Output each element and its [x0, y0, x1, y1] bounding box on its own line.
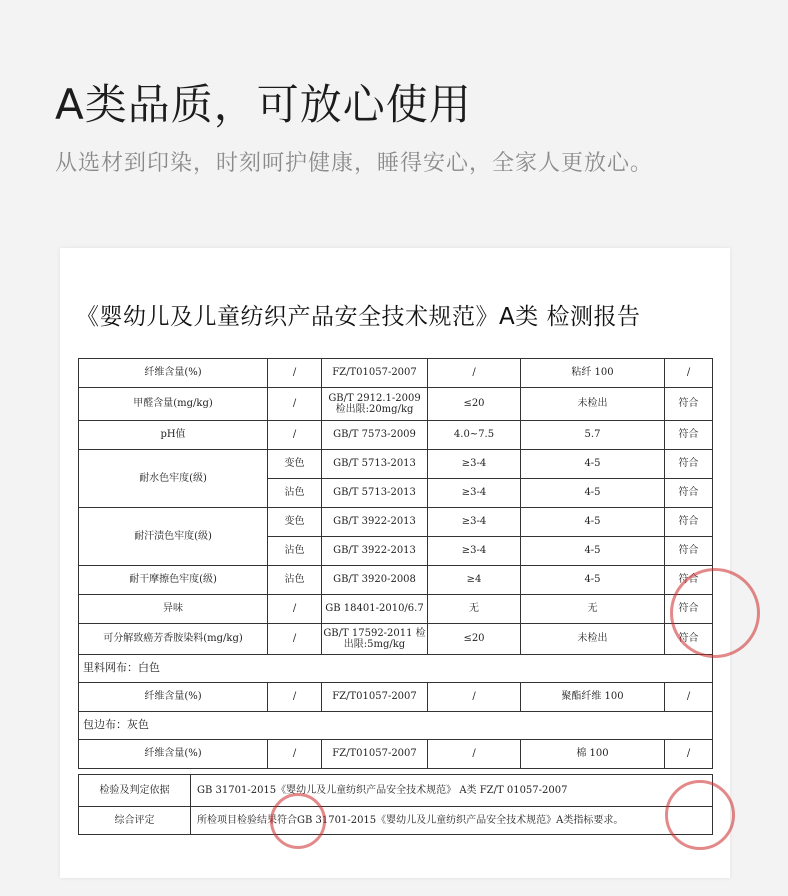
- requirement-cell: ≥3-4: [428, 537, 521, 566]
- item-cell: 甲醛含量(mg/kg): [79, 388, 268, 421]
- table-row: [79, 388, 713, 421]
- page-subtitle: 从选材到印染，时刻呵护健康，睡得安心，全家人更放心。: [55, 151, 654, 176]
- item-cell: 可分解致癌芳香胺染料(mg/kg): [79, 624, 268, 655]
- sub-cell: /: [268, 359, 322, 388]
- test-results-table: [78, 358, 713, 769]
- sub-cell: /: [268, 595, 322, 624]
- judgement-cell: 符合: [665, 450, 713, 479]
- requirement-cell: ≤20: [428, 624, 521, 655]
- conclusion-table: [78, 774, 713, 835]
- judgement-cell: 符合: [665, 624, 713, 655]
- method-cell: GB/T 2912.1-2009 检出限:20mg/kg: [322, 388, 428, 421]
- sub-cell: /: [268, 421, 322, 450]
- requirement-cell: /: [428, 683, 521, 712]
- result-cell: 5.7: [521, 421, 665, 450]
- method-cell: GB/T 3922-2013: [322, 508, 428, 537]
- method-cell: FZ/T01057-2007: [322, 359, 428, 388]
- item-cell: 纤维含量(%): [79, 359, 268, 388]
- judgement-cell: 符合: [665, 595, 713, 624]
- test-report-document: [60, 248, 730, 878]
- table-row: [79, 421, 713, 450]
- result-cell: 无: [521, 595, 665, 624]
- requirement-cell: ≥4: [428, 566, 521, 595]
- sub-cell: 变色: [268, 508, 322, 537]
- judgement-cell: 符合: [665, 421, 713, 450]
- judgement-cell: /: [665, 359, 713, 388]
- basis-value: GB 31701-2015《婴幼儿及儿童纺织产品安全技术规范》 A类 FZ/T 01057-2007: [191, 775, 713, 807]
- method-cell: GB/T 3920-2008: [322, 566, 428, 595]
- requirement-cell: ≥3-4: [428, 508, 521, 537]
- item-cell: 异味: [79, 595, 268, 624]
- item-cell: 耐汗渍色牢度(级): [79, 508, 268, 566]
- red-seal-stamp: [270, 793, 326, 849]
- table-row: [79, 566, 713, 595]
- result-cell: 4-5: [521, 537, 665, 566]
- item-cell: 耐干摩擦色牢度(级): [79, 566, 268, 595]
- requirement-cell: /: [428, 740, 521, 769]
- table-row: [79, 508, 713, 537]
- sub-cell: 沾色: [268, 537, 322, 566]
- result-cell: 粘纤 100: [521, 359, 665, 388]
- sub-cell: 沾色: [268, 566, 322, 595]
- result-cell: 聚酯纤维 100: [521, 683, 665, 712]
- requirement-cell: 4.0~7.5: [428, 421, 521, 450]
- item-cell: 耐水色牢度(级): [79, 450, 268, 508]
- table-row: [79, 595, 713, 624]
- red-seal-stamp: [665, 780, 735, 850]
- report-title: 《婴幼儿及儿童纺织产品安全技术规范》A类 检测报告: [76, 304, 641, 330]
- item-cell: pH值: [79, 421, 268, 450]
- judgement-cell: 符合: [665, 388, 713, 421]
- requirement-cell: ≤20: [428, 388, 521, 421]
- binding-section-label: 包边布：灰色: [79, 712, 713, 740]
- method-cell: GB/T 5713-2013: [322, 479, 428, 508]
- sub-cell: /: [268, 388, 322, 421]
- judgement-cell: 符合: [665, 537, 713, 566]
- method-cell: FZ/T01057-2007: [322, 683, 428, 712]
- lining-section-label: 里料网布：白色: [79, 655, 713, 683]
- sub-cell: /: [268, 624, 322, 655]
- result-cell: 4-5: [521, 479, 665, 508]
- result-cell: 棉 100: [521, 740, 665, 769]
- sub-cell: /: [268, 683, 322, 712]
- section-row: [79, 712, 713, 740]
- judgement-cell: 符合: [665, 479, 713, 508]
- basis-label: 检验及判定依据: [79, 775, 191, 807]
- sub-cell: 变色: [268, 450, 322, 479]
- table-row: [79, 683, 713, 712]
- requirement-cell: 无: [428, 595, 521, 624]
- method-cell: FZ/T01057-2007: [322, 740, 428, 769]
- requirement-cell: /: [428, 359, 521, 388]
- item-cell: 纤维含量(%): [79, 683, 268, 712]
- table-row: [79, 359, 713, 388]
- result-cell: 未检出: [521, 388, 665, 421]
- method-cell: GB 18401-2010/6.7: [322, 595, 428, 624]
- sub-cell: 沾色: [268, 479, 322, 508]
- judgement-cell: /: [665, 683, 713, 712]
- section-row: [79, 655, 713, 683]
- result-cell: 4-5: [521, 566, 665, 595]
- table-row: [79, 624, 713, 655]
- sub-cell: /: [268, 740, 322, 769]
- table-row: [79, 450, 713, 479]
- result-cell: 未检出: [521, 624, 665, 655]
- method-cell: GB/T 17592-2011 检出限:5mg/kg: [322, 624, 428, 655]
- requirement-cell: ≥3-4: [428, 450, 521, 479]
- verdict-label: 综合评定: [79, 807, 191, 835]
- method-cell: GB/T 7573-2009: [322, 421, 428, 450]
- table-row: [79, 775, 713, 807]
- table-row: [79, 807, 713, 835]
- judgement-cell: 符合: [665, 566, 713, 595]
- item-cell: 纤维含量(%): [79, 740, 268, 769]
- method-cell: GB/T 5713-2013: [322, 450, 428, 479]
- red-seal-stamp: [670, 568, 760, 658]
- judgement-cell: /: [665, 740, 713, 769]
- verdict-value: 所检项目检验结果符合GB 31701-2015《婴幼儿及儿童纺织产品安全技术规范》A类指标要求。: [191, 807, 713, 835]
- page-headline: A类品质，可放心使用: [55, 80, 472, 129]
- requirement-cell: ≥3-4: [428, 479, 521, 508]
- result-cell: 4-5: [521, 508, 665, 537]
- result-cell: 4-5: [521, 450, 665, 479]
- method-cell: GB/T 3922-2013: [322, 537, 428, 566]
- table-row: [79, 740, 713, 769]
- judgement-cell: 符合: [665, 508, 713, 537]
